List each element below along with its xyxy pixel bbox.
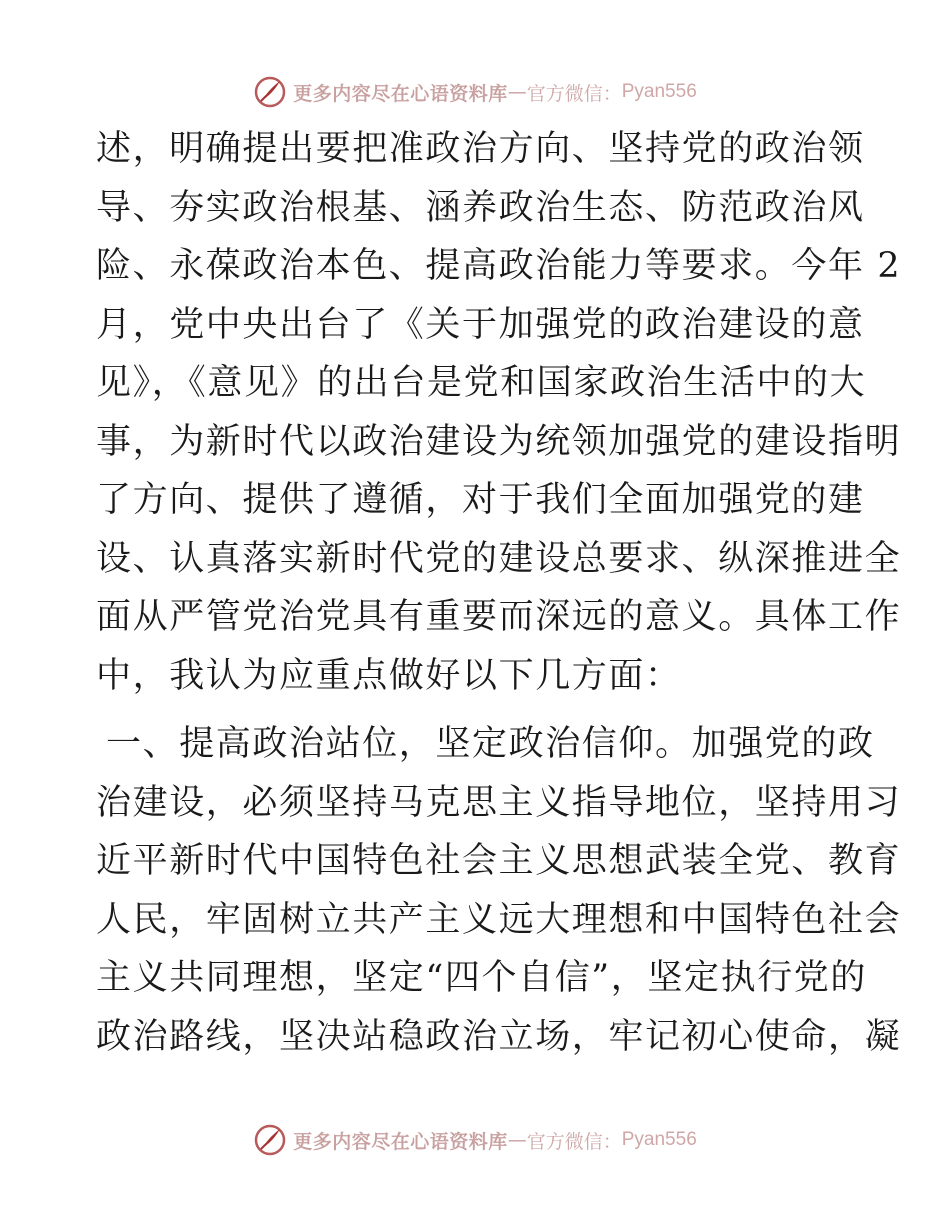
- watermark-brand-text: 更多内容尽在心语资料库: [293, 1130, 508, 1153]
- paragraph-gap: [96, 705, 856, 715]
- watermark-wechat-label: 官方微信：: [526, 82, 622, 105]
- text-line: 险、永葆政治本色、提高政治能力等要求。今年 2: [96, 246, 902, 286]
- watermark-brand-text: 更多内容尽在心语资料库: [293, 82, 508, 105]
- footer-watermark: [0, 1120, 950, 1160]
- text-line-indented: [96, 715, 875, 774]
- watermark-separator: —: [507, 1129, 527, 1151]
- text-line: 近平新时代中国特色社会主义思想武装全党、教育: [96, 841, 902, 881]
- text-line: 导、夯实政治根基、涵养政治生态、防范政治风: [96, 187, 865, 228]
- watermark-wechat-id: Pyan556: [621, 1129, 697, 1150]
- feather-pen-logo-icon: [253, 1123, 287, 1157]
- text-line-content: 一、提高政治站位，坚定政治信仰。加强党的政: [106, 724, 875, 764]
- document-body: [96, 120, 902, 1066]
- watermark-wechat-id: Pyan556: [621, 81, 697, 102]
- text-line: 面从严管党治党具有重要而深远的意义。具体工作: [96, 597, 902, 637]
- text-line: 治建设，必须坚持马克思主义指导地位，坚持用习: [96, 782, 902, 823]
- text-line: 月，党中央出台了《关于加强党的政治建设的意: [96, 304, 865, 345]
- watermark-wechat-label: 官方微信：: [526, 1130, 622, 1153]
- header-watermark: [0, 72, 950, 112]
- feather-pen-logo-icon: [253, 75, 287, 109]
- text-line: 政治路线，坚决站稳政治立场，牢记初心使命，凝: [96, 1016, 902, 1057]
- text-line: 设、认真落实新时代党的建设总要求、纵深推进全: [96, 538, 902, 579]
- text-line: 事，为新时代以政治建设为统领加强党的建设指明: [96, 421, 902, 462]
- text-line: 了方向、提供了遵循，对于我们全面加强党的建: [96, 480, 865, 520]
- text-line: 主义共同理想，坚定“四个自信”，坚定执行党的: [96, 958, 867, 998]
- text-line: 中，我认为应重点做好以下几方面：: [96, 655, 682, 696]
- text-line: 述，明确提出要把准政治方向、坚持党的政治领: [96, 129, 865, 169]
- text-line: 人民，牢固树立共产主义远大理想和中国特色社会: [96, 899, 902, 940]
- paragraph-1: [96, 120, 902, 705]
- watermark-separator: —: [507, 81, 527, 103]
- paragraph-2: [96, 715, 902, 1066]
- text-line: 见》，《意见》的出台是党和国家政治生活中的大: [96, 363, 867, 403]
